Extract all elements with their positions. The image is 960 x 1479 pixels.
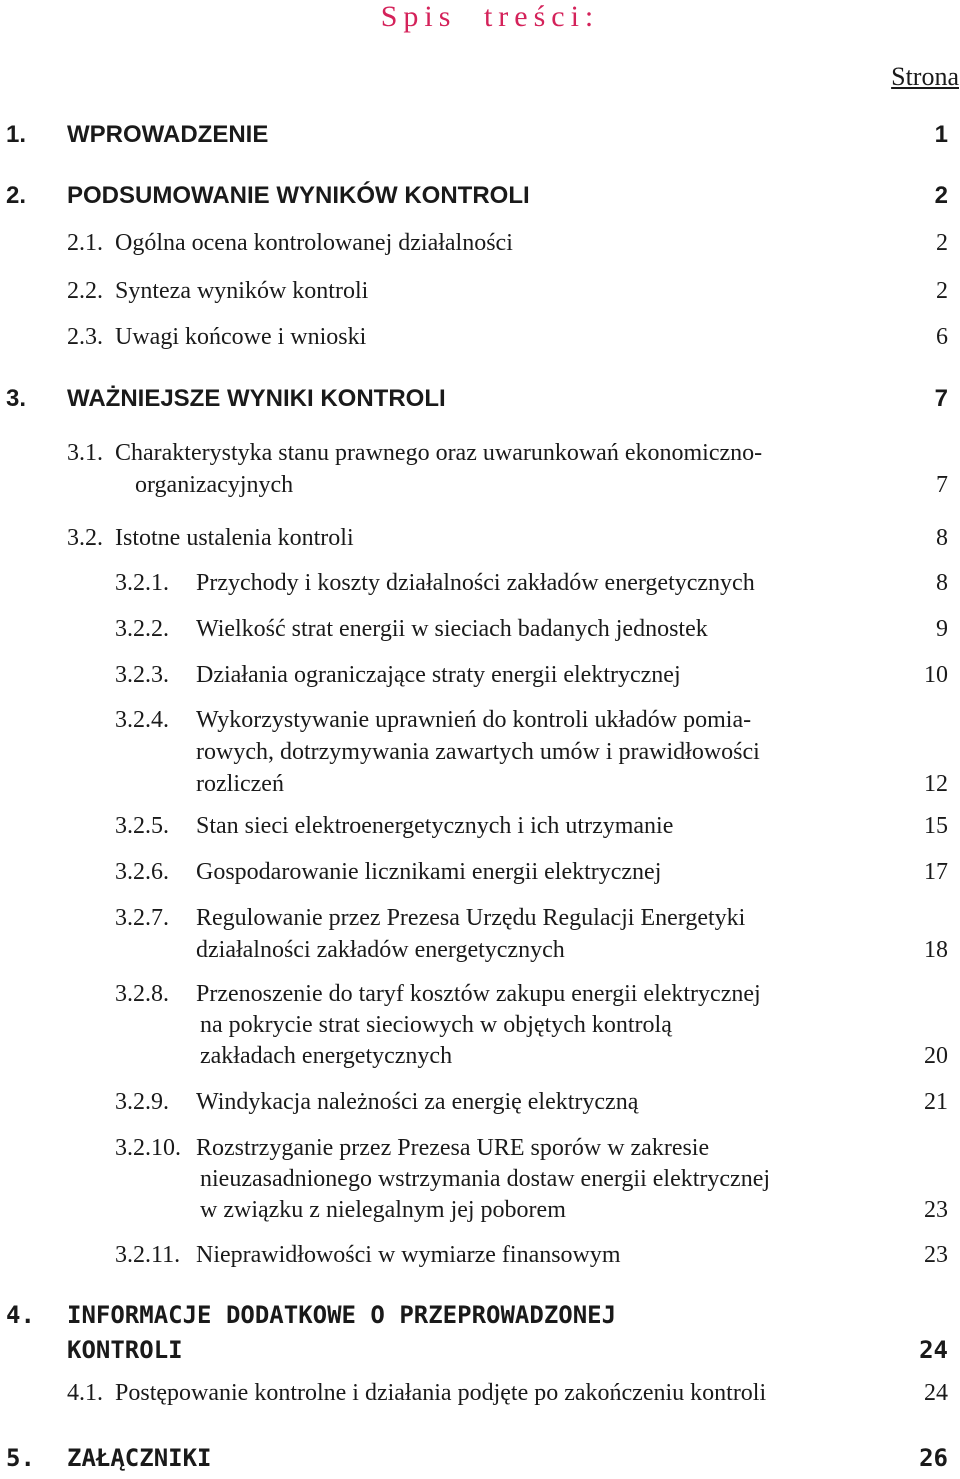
toc-entry-label-line: Uwagi końcowe i wnioski xyxy=(115,324,367,350)
toc-title: Spis treści: xyxy=(380,0,600,33)
toc-entry-number: 3.2.3. xyxy=(115,662,169,688)
toc-entry[interactable] xyxy=(0,119,960,150)
toc-entry-number: 3.2.8. xyxy=(115,981,169,1007)
toc-entry-page: 9 xyxy=(936,616,948,642)
toc-entry-number: 3.2.5. xyxy=(115,813,169,839)
toc-entry[interactable] xyxy=(0,437,960,501)
toc-entry-label xyxy=(115,1378,766,1409)
toc-entry-label-line: WAŻNIEJSZE WYNIKI KONTROLI xyxy=(67,385,446,412)
toc-entry-label-line: na pokrycie strat sieciowych w objętych kontrolą xyxy=(200,1012,672,1038)
toc-entry-label xyxy=(196,568,755,599)
toc-entry[interactable] xyxy=(0,1443,960,1474)
toc-entry-number: 3.2.6. xyxy=(115,859,169,885)
toc-entry-label xyxy=(196,902,745,966)
toc-entry-number: 3.2.9. xyxy=(115,1089,169,1115)
toc-entry-page: 18 xyxy=(924,937,948,963)
toc-entry-label-line: Rozstrzyganie przez Prezesa URE sporów w zakresie xyxy=(196,1135,710,1161)
toc-entry-number: 2.3. xyxy=(67,324,103,350)
toc-entry-label-line: rowych, dotrzymywania zawartych umów i prawidłowości xyxy=(196,739,760,765)
toc-entry-page: 2 xyxy=(934,182,948,209)
toc-entry-label xyxy=(196,979,761,1072)
toc-entry-page: 20 xyxy=(924,1043,948,1069)
toc-entry-number: 2.2. xyxy=(67,278,103,304)
toc-entry-label-line: PODSUMOWANIE WYNIKÓW KONTROLI xyxy=(67,182,530,209)
toc-entry-page: 1 xyxy=(934,121,948,148)
toc-entry[interactable] xyxy=(0,276,960,307)
toc-entry-label-line: Przychody i koszty działalności zakładów energetycznych xyxy=(196,570,755,596)
toc-entry-label xyxy=(196,1087,638,1118)
toc-entry-page: 10 xyxy=(924,662,948,688)
toc-entry-page: 8 xyxy=(936,525,948,551)
toc-entry-page: 7 xyxy=(936,472,948,498)
toc-entry[interactable] xyxy=(0,228,960,259)
toc-entry-label-line: działalności zakładów energetycznych xyxy=(196,937,565,963)
toc-entry-page: 12 xyxy=(924,771,948,797)
toc-entry-number: 3.2.7. xyxy=(115,905,169,931)
toc-entry[interactable] xyxy=(0,857,960,888)
toc-entry-label-line: Wielkość strat energii w sieciach badanych jednostek xyxy=(196,616,708,642)
toc-entry[interactable] xyxy=(0,180,960,211)
toc-entry-label-line: INFORMACJE DODATKOWE O PRZEPROWADZONEJ xyxy=(67,1301,617,1329)
toc-entry-label xyxy=(196,857,661,888)
toc-entry-number: 4. xyxy=(6,1301,35,1329)
toc-entry[interactable] xyxy=(0,1298,960,1368)
toc-entry-label-line: Postępowanie kontrolne i działania podjęte po zakończeniu kontroli xyxy=(115,1380,767,1406)
toc-entry[interactable] xyxy=(0,523,960,554)
toc-entry[interactable] xyxy=(0,614,960,645)
toc-entry-label xyxy=(67,180,530,211)
toc-entry-page: 8 xyxy=(936,570,948,596)
toc-entry-page: 7 xyxy=(934,385,948,412)
toc-entry-label-line: Gospodarowanie licznikami energii elektrycznej xyxy=(196,859,662,885)
toc-entry-page: 2 xyxy=(936,230,948,256)
toc-entry-label xyxy=(115,276,368,307)
toc-entry-label-line: Przenoszenie do taryf kosztów zakupu energii elektrycznej xyxy=(196,981,761,1007)
toc-entry-label xyxy=(196,660,681,691)
toc-entry-page: 23 xyxy=(924,1242,948,1268)
page-column-header: Strona xyxy=(891,62,959,91)
toc-entry-number: 1. xyxy=(6,121,27,148)
toc-entry[interactable] xyxy=(0,1087,960,1118)
toc-entry-label-line: Nieprawidłowości w wymiarze finansowym xyxy=(196,1242,621,1268)
toc-entry-label-line: nieuzasadnionego wstrzymania dostaw energii elektrycznej xyxy=(200,1166,771,1192)
toc-entry[interactable] xyxy=(0,704,960,800)
toc-entry[interactable] xyxy=(0,568,960,599)
toc-entry-label-line: KONTROLI xyxy=(67,1336,183,1364)
toc-entry-page: 2 xyxy=(936,278,948,304)
toc-entry-label-line: Windykacja należności za energię elektryczną xyxy=(196,1089,639,1115)
toc-entry-label xyxy=(196,704,760,800)
toc-entry-page: 24 xyxy=(919,1336,948,1364)
toc-entry-number: 3. xyxy=(6,385,27,412)
toc-entry-label-line: Stan sieci elektroenergetycznych i ich utrzymanie xyxy=(196,813,674,839)
toc-entry-label xyxy=(115,322,366,353)
toc-entry[interactable] xyxy=(0,660,960,691)
toc-entry-number: 3.2.11. xyxy=(115,1242,181,1268)
toc-entry-label xyxy=(67,383,446,414)
toc-entry-label xyxy=(67,1298,616,1368)
toc-entry-page: 17 xyxy=(924,859,948,885)
toc-entry-label-line: organizacyjnych xyxy=(135,472,294,498)
toc-entry-number: 3.2.2. xyxy=(115,616,169,642)
toc-entry-page: 15 xyxy=(924,813,948,839)
toc-entry[interactable] xyxy=(0,1133,960,1226)
toc-entry-number: 4.1. xyxy=(67,1380,103,1406)
toc-entry-label-line: Charakterystyka stanu prawnego oraz uwarunkowań ekonomiczno- xyxy=(115,440,763,466)
toc-entry-label-line: Działania ograniczające straty energii elektrycznej xyxy=(196,662,681,688)
toc-entry-number: 3.2.1. xyxy=(115,570,169,596)
toc-entry-page: 24 xyxy=(924,1380,948,1406)
toc-entry[interactable] xyxy=(0,979,960,1072)
toc-entry[interactable] xyxy=(0,383,960,414)
toc-entry-label-line: Istotne ustalenia kontroli xyxy=(115,525,354,551)
toc-entry-label-line: w związku z nielegalnym jej poborem xyxy=(200,1197,566,1223)
toc-entry-page: 6 xyxy=(936,324,948,350)
toc-entry[interactable] xyxy=(0,1378,960,1409)
toc-entry-label-line: Synteza wyników kontroli xyxy=(115,278,369,304)
toc-entry-label xyxy=(196,1240,621,1271)
toc-entry-number: 2.1. xyxy=(67,230,103,256)
toc-entry-label xyxy=(196,1133,770,1226)
toc-entry-label-line: zakładach energetycznych xyxy=(200,1043,453,1069)
toc-entry-number: 3.2.10. xyxy=(115,1135,181,1161)
toc-entry-label-line: Wykorzystywanie uprawnień do kontroli układów pomia- xyxy=(196,707,752,733)
toc-entry-label xyxy=(115,523,354,554)
toc-entry-label-line: rozliczeń xyxy=(196,771,284,797)
toc-entry[interactable] xyxy=(0,322,960,353)
toc-entry-number: 3.2.4. xyxy=(115,707,169,733)
toc-entry[interactable] xyxy=(0,811,960,842)
toc-entry-label-line: WPROWADZENIE xyxy=(67,121,269,148)
toc-entry-number: 3.1. xyxy=(67,440,103,466)
toc-entry-label xyxy=(67,119,268,150)
toc-entry-label-line: ZAŁĄCZNIKI xyxy=(67,1444,212,1472)
toc-entry-label xyxy=(196,614,708,645)
toc-entry-number: 5. xyxy=(6,1444,35,1472)
toc-entry-page: 21 xyxy=(924,1089,948,1115)
toc-entry-page: 23 xyxy=(924,1197,948,1223)
toc-entry-number: 3.2. xyxy=(67,525,103,551)
toc-entry-label xyxy=(115,228,513,259)
toc-entry-page: 26 xyxy=(919,1444,948,1472)
toc-entry-label xyxy=(115,437,762,501)
toc-entry[interactable] xyxy=(0,902,960,966)
toc-entry-label xyxy=(67,1443,212,1474)
toc-entry-label xyxy=(196,811,673,842)
toc-entry-number: 2. xyxy=(6,182,27,209)
toc-entry[interactable] xyxy=(0,1240,960,1271)
toc-entry-label-line: Regulowanie przez Prezesa Urzędu Regulacji Energetyki xyxy=(196,905,746,931)
toc-entry-label-line: Ogólna ocena kontrolowanej działalności xyxy=(115,230,513,256)
